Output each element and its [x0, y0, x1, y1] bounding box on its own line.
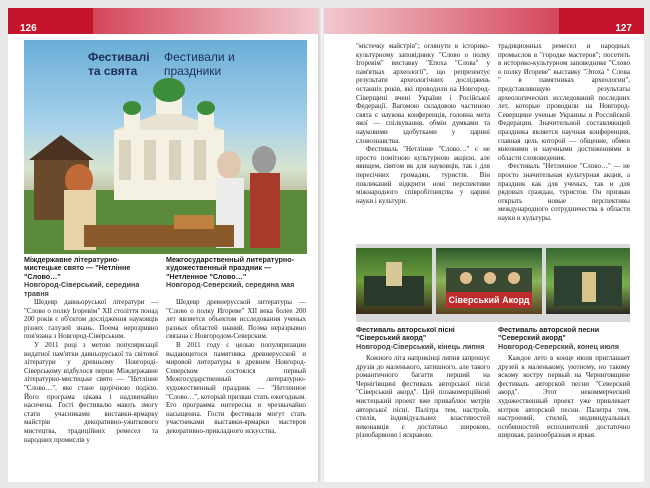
concert-photo — [436, 248, 542, 314]
left-page-number: 126 — [20, 23, 37, 34]
paragraph: У 2011 році з метою популяризації видатної пам'ятки давньоруської та світової літератури у древньому Новгороді-Сіверському відбулося перше Міждержавне літературно-мистецьке свято — "Нетлінне "Слово…", яке стане щорічною подією. Його програма цікава і надзвичайно насичена. Гості фестивалю мають змогу стати учасниками виставки-ярмарку майстрів декоративно-ужиткового мистецтва, традиційних ремесел та народних промислів у — [24, 340, 158, 444]
concert-photo — [356, 248, 432, 314]
right-lower-column-uk — [356, 354, 490, 440]
festival-photo — [24, 40, 307, 254]
paragraph: Шедевр древнерусской литературы — "Слово о полку Игореве" XII века более 200 лет является объектом исследования ученых разных областей знаний. Поэма неразрывно связана с Новгородом-Северским. — [166, 298, 306, 341]
paragraph: "містечку майстрів"; оглянути в історико-культурному заповіднику "Слово о полку Ігоревім" виставку "Епоха "Слова" у пам'ятках археології", що репрезентує результати археологічних досліджень останніх років, які проводили на Новгород-Сіверщині вчені України і Російської Федерації. Вагомою складовою частиною свята є наукова конференція, головна мета якої — спілкування, обмін думками та науковими здобутками у царині словознавства. — [356, 42, 490, 145]
left-column-ru — [166, 298, 306, 436]
paragraph: Кожного літа наприкінці липня запрошує друзів до маленького, затишного, але такого романтичного багаття перший на Чернігівщині фестиваль авторської пісні "Сіверський акорд". Цей позакомерційний мистецький проект вже приваблює метрів авторської пісні. Палітра тем, настроїв, стилів, індивідуальних властивостей виконавців є достатньо широкою, різнобарвною і яскравою. — [356, 354, 490, 440]
stage-illustration — [546, 248, 630, 314]
left-page — [8, 8, 320, 482]
photo-title-ru: Фестивали и праздники — [164, 50, 235, 78]
right-header-gradient — [324, 8, 559, 34]
right-lower-column-ru — [498, 354, 630, 440]
caption-place: Новгород-Северский, конец июля — [498, 341, 620, 351]
caption-title: Фестиваль авторской песни "Северский акорд" — [498, 325, 600, 343]
right-column-uk — [356, 42, 490, 205]
paragraph: Шедевр давньоруської літератури — "Слово о полку Ігоревім" ХІІ століття понад 200 років є об'єктом дослідження науковців різних галузей знань. Поема нерозривно пов'язана з Новгород-Сіверським. — [24, 298, 158, 341]
caption-title: Фестиваль авторської пісні "Сіверський акорд" — [356, 325, 455, 343]
right-column-ru — [498, 42, 630, 222]
caption-place: Новгород-Сіверський, кінець липня — [356, 341, 485, 351]
caption-place: Новгород-Северский, середина мая — [166, 280, 295, 290]
caption-title: Міждержавне літературно-мистецьке свято — "Нетлінне "Слово…" — [24, 255, 131, 281]
left-header-gradient — [93, 8, 320, 34]
paragraph: традиционных ремесел и народных промыслов в "городке мастеров"; посетить в историко-культурном заповеднике "Слово о полку Игореве" выставку "Эпоха " Слова " в памятниках археологии", представляющую результаты археологических исследований последних лет, которые проводили на Новгород-Северщине ученые Украины и Российской Федерации. Значительной составляющей праздника является научная конференция, главная цель которой — общение, обмен мнениями и научными достижениями в области слововедения. — [498, 42, 630, 162]
festival-banner: Сіверський Акорд — [446, 292, 532, 308]
right-page — [324, 8, 644, 482]
caption-left-ru — [166, 256, 306, 290]
photo-title-uk: Фестивалі та свята — [88, 50, 150, 78]
caption-right-uk — [356, 326, 490, 351]
concert-photos — [356, 244, 630, 322]
paragraph: Фестиваль "Нетленное "Слово…" — не просто значительная культурная акция, а праздник как для ученых, так и для рядовых граждан, туристов. Он призван открыть новые перспективы международного сотрудничества в области науки и культуры. — [498, 162, 630, 222]
concert-photo — [546, 248, 630, 314]
caption-place: Новгород-Сіверський, середина травня — [24, 280, 140, 298]
paragraph: В 2011 году с целью популяризации выдающегося памятника древнерусской и мировой литературы в древнем Новгород-Северском состоялся первый Межгосударственный литературно-художественный праздник — "Нетленное "Слово…", который призван стать ежегодным. Его программа интересна и чрезвычайно насыщенна. Гости фестиваля могут стать участниками выставки-ярмарки мастеров декоративно-прикладного искусства, — [166, 340, 306, 435]
caption-title: Межгосударственный литературно-художественный праздник — "Нетленное "Слово…" — [166, 255, 295, 281]
caption-right-ru — [498, 326, 630, 351]
paragraph: Каждое лето в конце июля приглашает друзей к маленькому, уютному, но такому яскому костру первый на Черниговщине фестиваль авторской песни "Северский акорд". Этот некоммерческий художественный проект уже привлекает мэтров авторской песни. Палитра тем, настроений, стилей, индивидуальных особенностей исполнителей достаточно широкая, разнообразная и яркая. — [498, 354, 630, 440]
paragraph: Фестиваль "Нетлінне "Слово…" є не просто помітною культурною акцією, але явищем, святом як для науковців, так і для пересічних громадян, туристів. Він покликаний відкрити нові перспективи міжнародного співробітництва у царині науки і культури. — [356, 145, 490, 205]
stage-illustration — [356, 248, 432, 314]
caption-left-uk — [24, 256, 154, 298]
right-page-number: 127 — [615, 23, 632, 34]
left-column-uk — [24, 298, 158, 444]
